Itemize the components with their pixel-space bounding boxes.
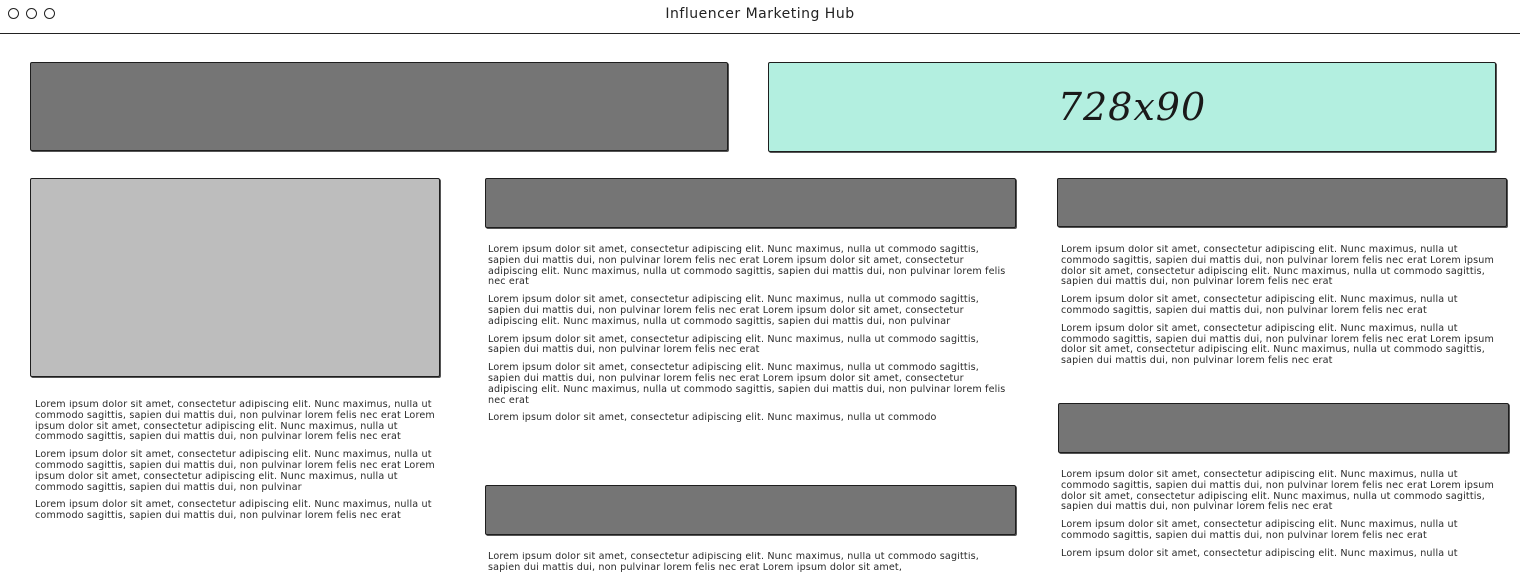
- middle-paragraph-4: Lorem ipsum dolor sit amet, consectetur adipiscing elit. Nunc maximus, nulla ut commodo sagittis, sapien dui mattis dui, non pulvinar lorem felis nec erat Lorem ipsum dolor sit amet, consectetur adipiscing elit. Nunc maximus, nulla ut commodo sagittis, sapien dui mattis dui, non pulvinar lorem felis nec erat: [488, 362, 1006, 406]
- middle-paragraph-2: Lorem ipsum dolor sit amet, consectetur adipiscing elit. Nunc maximus, nulla ut commodo sagittis, sapien dui mattis dui, non pulvinar lorem felis nec erat Lorem ipsum dolor sit amet, consectetur adipiscing elit. Nunc maximus, nulla ut commodo sagittis, sapien dui mattis dui, non pulvinar: [488, 294, 979, 327]
- left-paragraph-3: Lorem ipsum dolor sit amet, consectetur adipiscing elit. Nunc maximus, nulla ut commodo sagittis, sapien dui mattis dui, non pulvinar lorem felis nec erat: [35, 499, 432, 522]
- logo-banner-placeholder: [30, 62, 728, 151]
- right-heading-placeholder-2: [1058, 403, 1509, 453]
- right-paragraph-2: Lorem ipsum dolor sit amet, consectetur adipiscing elit. Nunc maximus, nulla ut commodo sagittis, sapien dui mattis dui, non pulvinar lorem felis nec erat: [1061, 294, 1458, 316]
- window-title: Influencer Marketing Hub: [665, 6, 855, 22]
- middle-paragraph-5: Lorem ipsum dolor sit amet, consectetur adipiscing elit. Nunc maximus, nulla ut commodo: [488, 412, 937, 424]
- window-titlebar: [0, 0, 1520, 34]
- middle-paragraph-1: Lorem ipsum dolor sit amet, consectetur adipiscing elit. Nunc maximus, nulla ut commodo sagittis, sapien dui mattis dui, non pulvinar lorem felis nec erat Lorem ipsum dolor sit amet, consectetur adipiscing elit. Nunc maximus, nulla ut commodo sagittis, sapien dui mattis dui, non pulvinar lorem felis nec erat: [488, 245, 1006, 288]
- right-paragraph-4: Lorem ipsum dolor sit amet, consectetur adipiscing elit. Nunc maximus, nulla ut commodo sagittis, sapien dui mattis dui, non pulvinar lorem felis nec erat Lorem ipsum dolor sit amet, consectetur adipiscing elit. Nunc maximus, nulla ut commodo sagittis, sapien dui mattis dui, non pulvinar lorem felis nec erat: [1061, 470, 1495, 513]
- right-paragraph-3: Lorem ipsum dolor sit amet, consectetur adipiscing elit. Nunc maximus, nulla ut commodo sagittis, sapien dui mattis dui, non pulvinar lorem felis nec erat Lorem ipsum dolor sit amet, consectetur adipiscing elit. Nunc maximus, nulla ut commodo sagittis, sapien dui mattis dui, non pulvinar lorem felis nec erat: [1061, 322, 1495, 367]
- middle-section-2-text: [488, 552, 1013, 574]
- right-section-2-text: [1061, 470, 1506, 574]
- right-section-1-text: [1061, 245, 1506, 390]
- right-paragraph-6: Lorem ipsum dolor sit amet, consectetur adipiscing elit. Nunc maximus, nulla ut: [1061, 547, 1458, 559]
- middle-paragraph-3: Lorem ipsum dolor sit amet, consectetur adipiscing elit. Nunc maximus, nulla ut commodo sagittis, sapien dui mattis dui, non pulvinar lorem felis nec erat: [488, 333, 979, 356]
- right-heading-placeholder-1: [1057, 178, 1507, 227]
- middle-heading-placeholder-2: [485, 485, 1016, 535]
- left-column-text: [35, 400, 435, 574]
- right-paragraph-5: Lorem ipsum dolor sit amet, consectetur adipiscing elit. Nunc maximus, nulla ut commodo sagittis, sapien dui mattis dui, non pulvinar lorem felis nec erat: [1061, 519, 1458, 541]
- featured-image-placeholder: [30, 178, 440, 377]
- ad-banner-728x90[interactable]: [768, 62, 1496, 152]
- left-paragraph-2: Lorem ipsum dolor sit amet, consectetur adipiscing elit. Nunc maximus, nulla ut commodo sagittis, sapien dui mattis dui, non pulvinar lorem felis nec erat Lorem ipsum dolor sit amet, consectetur adipiscing elit. Nunc maximus, nulla ut commodo sagittis, sapien dui mattis dui, non pulvinar: [35, 449, 435, 493]
- middle-heading-placeholder-1: [485, 178, 1016, 228]
- left-paragraph-1: Lorem ipsum dolor sit amet, consectetur adipiscing elit. Nunc maximus, nulla ut commodo sagittis, sapien dui mattis dui, non pulvinar lorem felis nec erat Lorem ipsum dolor sit amet, consectetur adipiscing elit. Nunc maximus, nulla ut commodo sagittis, sapien dui mattis dui, non pulvinar lorem felis nec erat: [35, 400, 435, 443]
- middle-section-1-text: [488, 245, 1013, 467]
- middle-paragraph-6: Lorem ipsum dolor sit amet, consectetur adipiscing elit. Nunc maximus, nulla ut commodo sagittis, sapien dui mattis dui, non pulvinar lorem felis nec erat Lorem ipsum dolor sit amet,: [488, 552, 979, 573]
- right-paragraph-1: Lorem ipsum dolor sit amet, consectetur adipiscing elit. Nunc maximus, nulla ut commodo sagittis, sapien dui mattis dui, non pulvinar lorem felis nec erat Lorem ipsum dolor sit amet, consectetur adipiscing elit. Nunc maximus, nulla ut commodo sagittis, sapien dui mattis dui, non pulvinar lorem felis nec erat: [1061, 245, 1495, 288]
- ad-banner-label: 728x90: [1057, 85, 1207, 129]
